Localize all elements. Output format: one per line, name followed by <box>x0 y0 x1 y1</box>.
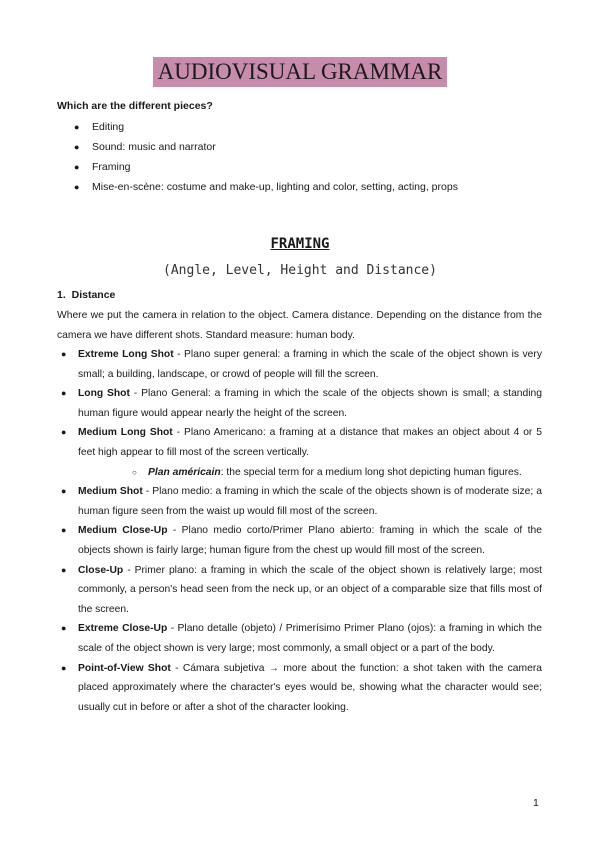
section-number: 1. <box>57 289 66 301</box>
shot-item <box>57 619 542 658</box>
list-item <box>57 117 458 137</box>
bullet-icon: ● <box>61 486 67 497</box>
framing-subtitle: (Angle, Level, Height and Distance) <box>163 263 437 278</box>
shot-item <box>57 521 542 560</box>
shot-name: Medium Close-Up <box>78 525 168 537</box>
shot-name: Point-of-View Shot <box>78 662 171 674</box>
shot-description: - Plano medio corto/Primer Plano abierto: framing in which the scale of the objects shown is fairly large; human figure from the chest up would fill most of the screen. <box>78 525 542 556</box>
bullet-icon: ● <box>61 427 67 438</box>
sub-item <box>78 463 542 483</box>
bullet-icon: ● <box>74 182 80 192</box>
shot-name: Extreme Close-Up <box>78 623 168 635</box>
list-item <box>57 137 458 157</box>
shot-description: - Plano Americano: a framing at a distance that makes an object about 4 or 5 feet high appear to fill most of the screen vertically. <box>78 427 542 458</box>
bullet-icon: ● <box>61 525 67 536</box>
shot-description: - Cámara subjetiva → more about the function: a shot taken with the camera placed approximately where the character's eyes would be, showing what the character would see; usually cut in before or after a shot of the character looking. <box>78 662 542 713</box>
shot-description: - Primer plano: a framing in which the scale of the object shown is relatively large; most commonly, a person's head seen from the neck up, or an object of a comparable size that fills most of the screen. <box>78 564 542 615</box>
list-item-text: Mise-en-scène: costume and make-up, lighting and color, setting, acting, props <box>92 181 458 193</box>
section-intro: Where we put the camera in relation to the object. Camera distance. Depending on the distance from the camera we have different shots. Standard measure: human body. <box>57 310 542 341</box>
bullet-icon: ● <box>74 162 80 172</box>
shot-item <box>57 345 542 384</box>
bullet-icon: ● <box>61 662 67 673</box>
shot-description: - Plano super general: a framing in which the scale of the object shown is very small; a building, landscape, or crowd of people will fill the screen. <box>78 349 542 380</box>
shot-item <box>57 659 542 718</box>
shot-item <box>57 423 542 482</box>
page-number: 1 <box>533 797 539 809</box>
shot-name: Extreme Long Shot <box>78 349 174 360</box>
list-item <box>57 177 458 197</box>
list-item <box>57 157 458 177</box>
section-title: Distance <box>71 289 116 301</box>
shots-list <box>57 345 542 717</box>
page-title: AUDIOVISUAL GRAMMAR <box>153 57 448 87</box>
list-item-text: Sound: music and narrator <box>92 141 216 153</box>
title-block <box>0 57 600 87</box>
bullet-icon: ● <box>74 122 80 132</box>
shot-item <box>57 482 542 521</box>
bullet-icon: ● <box>61 349 67 359</box>
circle-bullet-icon: ○ <box>132 467 137 477</box>
shot-name: Medium Long Shot <box>78 427 173 439</box>
sub-term: Plan américain <box>148 466 221 478</box>
shot-name: Medium Shot <box>78 486 143 498</box>
section-heading <box>57 289 115 301</box>
bullet-icon: ● <box>61 623 67 634</box>
bullet-icon: ● <box>61 564 67 575</box>
list-item-text: Framing <box>92 161 131 173</box>
shot-description: - Plano medio: a framing in which the scale of the objects shown is of moderate size; a human figure seen from the waist up would fill most of the screen. <box>78 486 542 517</box>
shot-name: Long Shot <box>78 388 130 400</box>
bullet-icon: ● <box>74 142 80 152</box>
pieces-list <box>57 117 458 197</box>
shot-item <box>57 384 542 423</box>
shot-description: - Plano General: a framing in which the scale of the objects shown is small; a standing human figure would appear nearly the height of the screen. <box>78 388 542 419</box>
sub-description: : the special term for a medium long shot depicting human figures. <box>220 466 522 478</box>
pieces-question: Which are the different pieces? <box>57 100 213 112</box>
shot-name: Close-Up <box>78 564 124 576</box>
framing-heading: FRAMING <box>270 236 330 252</box>
bullet-icon: ● <box>61 388 67 399</box>
shot-description: - Plano detalle (objeto) / Primerísimo Primer Plano (ojos): a framing in which the scale of the object shown is very large; most commonly, a small object or a part of the body. <box>78 623 542 654</box>
list-item-text: Editing <box>92 121 125 133</box>
shot-item <box>57 561 542 620</box>
